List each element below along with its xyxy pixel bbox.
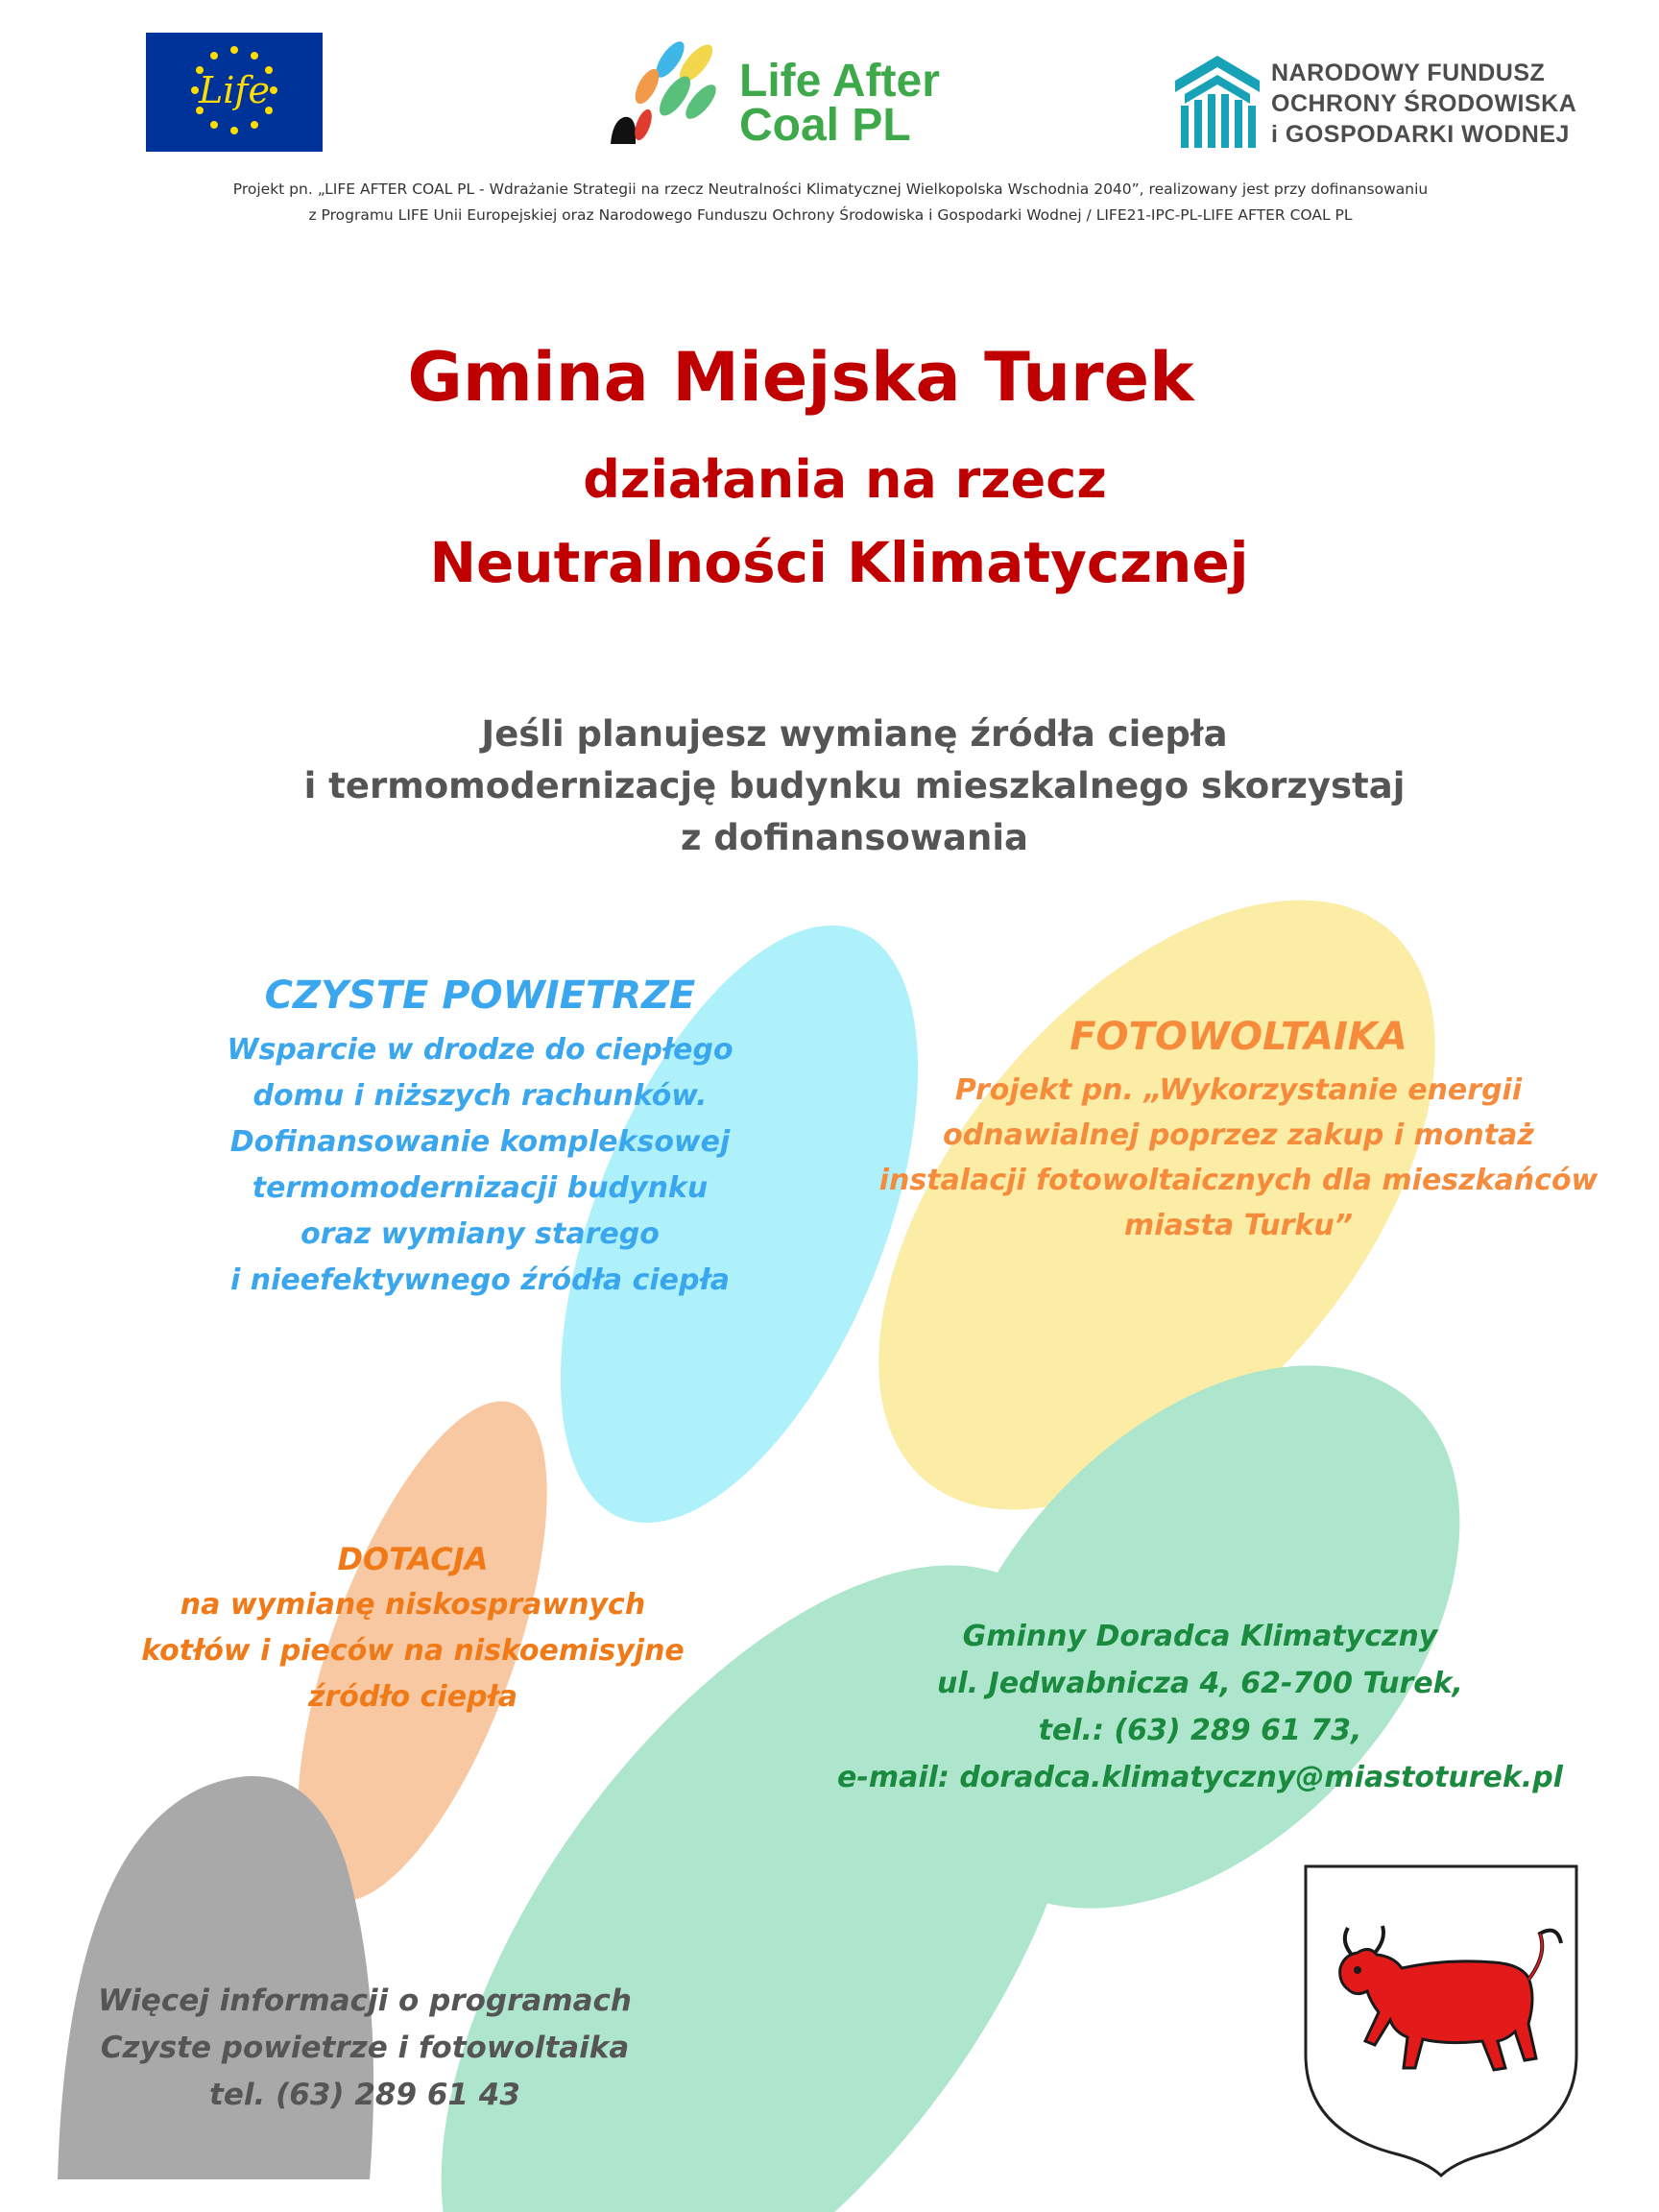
advisor-email: e-mail: doradca.klimatyczny@miastoturek.pl — [837, 1761, 1563, 1794]
page-title-line2: działania na rzecz — [583, 449, 1107, 510]
fotowoltaika-line: odnawialnej poprzez zakup i montaż — [943, 1118, 1534, 1152]
fotowoltaika-line: Projekt pn. „Wykorzystanie energii — [954, 1073, 1523, 1107]
subheading-line3: z dofinansowania — [681, 817, 1028, 858]
more-info-line: Czyste powietrze i fotowoltaika — [100, 2031, 630, 2065]
bull-crest-icon — [1302, 1863, 1580, 2179]
life-after-coal-logo — [605, 38, 960, 154]
more-info-line: Więcej informacji o programach — [97, 1984, 632, 2018]
czyste-powietrze-line: Wsparcie w drodze do ciepłego — [227, 1033, 733, 1067]
dotacja-heading: DOTACJA — [337, 1541, 489, 1577]
advisor-address: ul. Jedwabnicza 4, 62-700 Turek, — [937, 1667, 1463, 1700]
nfosigw-line1: NARODOWY FUNDUSZ — [1271, 60, 1546, 86]
project-note-line1: Projekt pn. „LIFE AFTER COAL PL - Wdrażanie Strategii na rzecz Neutralności Klimatycznej Wielkopolska Wschodnia 2040”, realizowany jest przy dofinansowaniu — [232, 180, 1429, 198]
life-after-coal-line1: Life After — [739, 56, 940, 107]
nfosigw-name — [1271, 58, 1576, 150]
subheading — [0, 709, 1659, 864]
nfosigw-line2: OCHRONY ŚRODOWISKA — [1271, 90, 1577, 117]
eu-life-text: Life — [199, 69, 270, 111]
fotowoltaika-section — [797, 1006, 1659, 1248]
czyste-powietrze-section — [192, 964, 768, 1304]
nfosigw-line3: i GOSPODARKI WODNEJ — [1271, 121, 1570, 148]
fotowoltaika-line: miasta Turku” — [1123, 1209, 1354, 1242]
nfosigw-emblem-icon — [1169, 52, 1265, 154]
advisor-phone: tel.: (63) 289 61 73, — [1038, 1714, 1362, 1747]
czyste-powietrze-line: termomodernizacji budynku — [252, 1171, 709, 1205]
dotacja-line: na wymianę niskosprawnych — [180, 1588, 646, 1622]
eu-life-logo — [146, 33, 323, 152]
fotowoltaika-line: instalacji fotowoltaicznych dla mieszkańców — [878, 1164, 1599, 1197]
subheading-line1: Jeśli planujesz wymianę źródła ciepła — [481, 713, 1228, 755]
czyste-powietrze-line: domu i niższych rachunków. — [252, 1079, 708, 1113]
project-funding-note — [58, 177, 1603, 228]
more-info-phone: tel. (63) 289 61 43 — [209, 2078, 520, 2112]
page-title: Gmina Miejska Turek — [407, 338, 1194, 417]
czyste-powietrze-heading: CZYSTE POWIETRZE — [264, 974, 696, 1018]
turek-coat-of-arms — [1302, 1863, 1580, 2179]
climate-advisor-contact — [720, 1613, 1659, 1801]
leaves-icon — [605, 38, 739, 154]
nfosigw-logo — [1169, 52, 1577, 157]
subheading-line2: i termomodernizację budynku mieszkalnego skorzystaj — [303, 765, 1406, 806]
life-after-coal-line2: Coal PL — [739, 100, 911, 151]
project-note-line2: z Programu LIFE Unii Europejskiej oraz Narodowego Funduszu Ochrony Środowiska i Gospodarki Wodnej / LIFE21-IPC-PL-LIFE AFTER COAL PL — [308, 206, 1353, 224]
czyste-powietrze-line: oraz wymiany starego — [301, 1217, 660, 1251]
czyste-powietrze-line: i nieefektywnego źródła ciepła — [230, 1263, 730, 1297]
advisor-title: Gminny Doradca Klimatyczny — [962, 1620, 1438, 1653]
more-info — [96, 1978, 634, 2119]
fotowoltaika-heading: FOTOWOLTAIKA — [1070, 1015, 1407, 1059]
dotacja-section — [115, 1536, 710, 1720]
dotacja-line: kotłów i pieców na niskoemisyjne — [141, 1634, 685, 1668]
life-after-coal-wordmark — [739, 56, 940, 151]
dotacja-line: źródło ciepła — [307, 1680, 518, 1714]
page-title-line3: Neutralności Klimatycznej — [429, 530, 1249, 595]
czyste-powietrze-line: Dofinansowanie kompleksowej — [229, 1125, 731, 1159]
